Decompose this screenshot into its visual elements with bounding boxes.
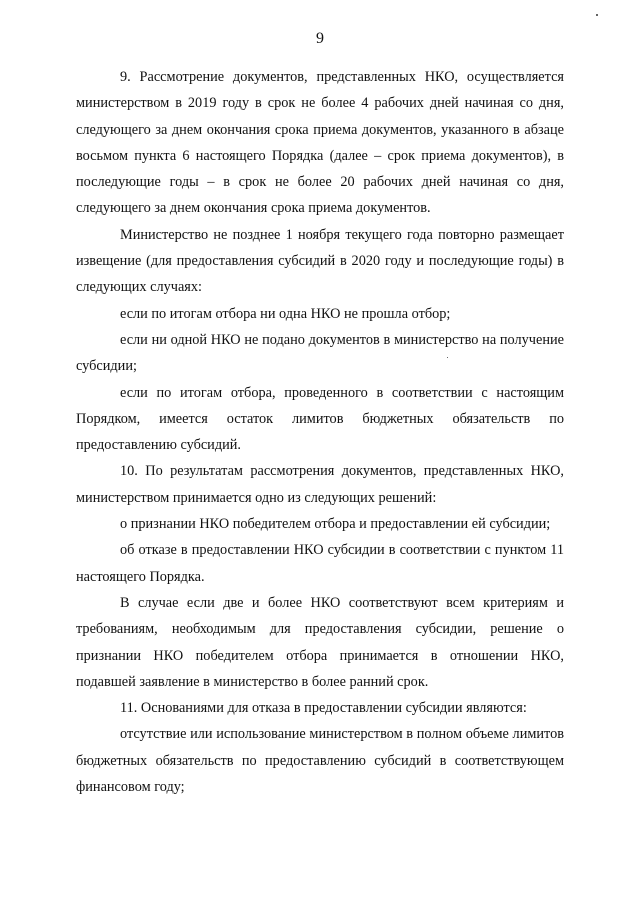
list-item-no-documents: если ни одной НКО не подано документов в министерство на получение субсидии; — [76, 331, 564, 375]
document-body — [76, 64, 564, 800]
paragraph-tie-rule: В случае если две и более НКО соответствуют всем критериям и требованиям, необходимым для предоставления субсидии, решение о признании НКО победителем отбора принимается в отношении НКО, подавшей заявление в министерство в более ранний срок. — [76, 594, 564, 690]
list-item-limit-remainder: если по итогам отбора, проведенного в соответствии с настоящим Порядком, имеется остаток лимитов бюджетных обязательств по предоставлению субсидий. — [76, 384, 564, 454]
list-item-no-limits: отсутствие или использование министерством в полном объеме лимитов бюджетных обязательств по предоставлению субсидий в соответствующем финансовом году; — [76, 726, 564, 796]
paragraph-9: 9. Рассмотрение документов, представленных НКО, осуществляется министерством в 2019 году в срок не более 4 рабочих дней начиная со дня, следующего за днем окончания срока приема документов, указанного в абзаце восьмом пункта 6 настоящего Порядка (далее – срок приема документов), в последующие годы – в срок не более 20 рабочих дней начиная со дня, следующего за днем окончания срока приема документов. — [76, 69, 564, 217]
list-item-refusal: об отказе в предоставлении НКО субсидии в соответствии с пунктом 11 настоящего Порядка. — [76, 542, 564, 585]
paragraph-repeat-notice: Министерство не позднее 1 ноября текущего года повторно размещает извещение (для предоставления субсидий в 2020 году и последующие годы) в следующих случаях: — [76, 226, 564, 296]
scan-speck — [596, 14, 598, 16]
list-item-no-nko-passed: если по итогам отбора ни одна НКО не прошла отбор; — [120, 305, 451, 322]
page-number: 9 — [316, 30, 324, 47]
paragraph-11: 11. Основаниями для отказа в предоставлении субсидии являются: — [120, 700, 527, 717]
list-item-recognize-winner: о признании НКО победителем отбора и предоставлении ей субсидии; — [120, 516, 551, 533]
paragraph-10: 10. По результатам рассмотрения документов, представленных НКО, министерством принимается одно из следующих решений: — [76, 463, 564, 506]
